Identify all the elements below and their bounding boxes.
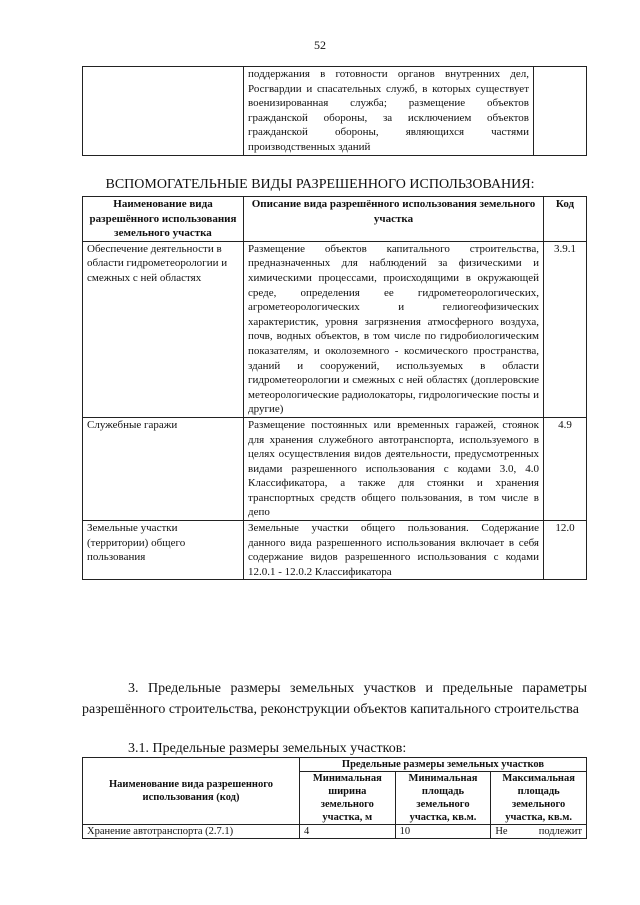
column-header-min-width: Минимальная ширина земельного участка, м bbox=[300, 772, 396, 825]
section-3-1-paragraph: 3.1. Предельные размеры земельных участков: bbox=[128, 741, 407, 756]
table-cell-name: Служебные гаражи bbox=[83, 417, 244, 520]
table-row bbox=[83, 825, 587, 839]
column-group-header: Предельные размеры земельных участков bbox=[300, 758, 587, 772]
table-cell-description: Размещение объектов капитального строительства, предназначенных для наблюдений за физическими и химическими процессами, происходящими в окружающей среде, определения ее гидрометеорологических, агрометеорологических и гелиогеофизических характеристик, уровня загрязнения атмосферного воздуха, почв, водных объектов, в том числе по гидробиологическим показателям, и околоземного - космического пространства, зданий и сооружений, используемых в области гидрометеорологии и смежных с ней областях (доплеровские метеорологические радиолокаторы, гидрологические посты и другие) bbox=[244, 241, 544, 417]
table-cell-min-width: 4 bbox=[300, 825, 396, 839]
table-cell-description: Размещение постоянных или временных гаражей, стоянок для хранения служебного автотранспорта, используемого в целях осуществления видов деятельности, предусмотренных видами разрешенного использования с кодами 3.0, 4.0 Классификатора, а также для стоянки и хранения транспортных средств общего пользования, в том числе в депо bbox=[244, 417, 544, 520]
table-cell-empty bbox=[83, 67, 244, 156]
table-cell-code: 4.9 bbox=[544, 417, 587, 520]
table-header-row bbox=[83, 758, 587, 772]
table-row bbox=[83, 521, 587, 580]
page-number: 52 bbox=[314, 38, 326, 52]
continued-table bbox=[82, 66, 587, 156]
table-cell-code: 12.0 bbox=[544, 521, 587, 580]
table-row bbox=[83, 417, 587, 520]
column-header-min-area: Минимальная площадь земельного участка, кв.м. bbox=[395, 772, 491, 825]
column-header-name: Наименование вида разрешенного использования (код) bbox=[83, 758, 300, 825]
table-row bbox=[83, 67, 587, 156]
table-cell-code: 3.9.1 bbox=[544, 241, 587, 417]
table-header-row bbox=[83, 197, 587, 242]
column-header-code: Код bbox=[544, 197, 587, 242]
column-header-description: Описание вида разрешённого использования земельного участка bbox=[244, 197, 544, 242]
aux-uses-heading: ВСПОМОГАТЕЛЬНЫЕ ВИДЫ РАЗРЕШЕННОГО ИСПОЛЬЗОВАНИЯ: bbox=[105, 177, 535, 192]
table-cell-description: Земельные участки общего пользования. Содержание данного вида разрешенного использования включает в себя содержание видов разрешенного использования с кодами 12.0.1 - 12.0.2 Классификатора bbox=[244, 521, 544, 580]
table-row bbox=[83, 241, 587, 417]
table-cell-description: поддержания в готовности органов внутренних дел, Росгвардии и спасательных служб, в которых существует военизированная служба; размещение объектов гражданской обороны, за исключением объектов гражданской обороны, являющихся частями производственных зданий bbox=[244, 67, 534, 156]
column-header-max-area: Максимальная площадь земельного участка, кв.м. bbox=[491, 772, 587, 825]
limits-table bbox=[82, 757, 587, 839]
column-header-name: Наименование вида разрешённого использования земельного участка bbox=[83, 197, 244, 242]
table-cell-min-area: 10 bbox=[395, 825, 491, 839]
aux-uses-table bbox=[82, 196, 587, 580]
section-3-paragraph: 3. Предельные размеры земельных участков и предельные параметры разрешённого строительства, реконструкции объектов капитального строительства bbox=[82, 681, 587, 717]
table-cell-name: Обеспечение деятельности в области гидрометеорологии и смежных с ней областях bbox=[83, 241, 244, 417]
table-cell-name: Хранение автотранспорта (2.7.1) bbox=[83, 825, 300, 839]
table-cell-max-area: Не подлежит bbox=[491, 825, 587, 839]
table-cell-name: Земельные участки (территории) общего пользования bbox=[83, 521, 244, 580]
table-cell-empty bbox=[534, 67, 587, 156]
